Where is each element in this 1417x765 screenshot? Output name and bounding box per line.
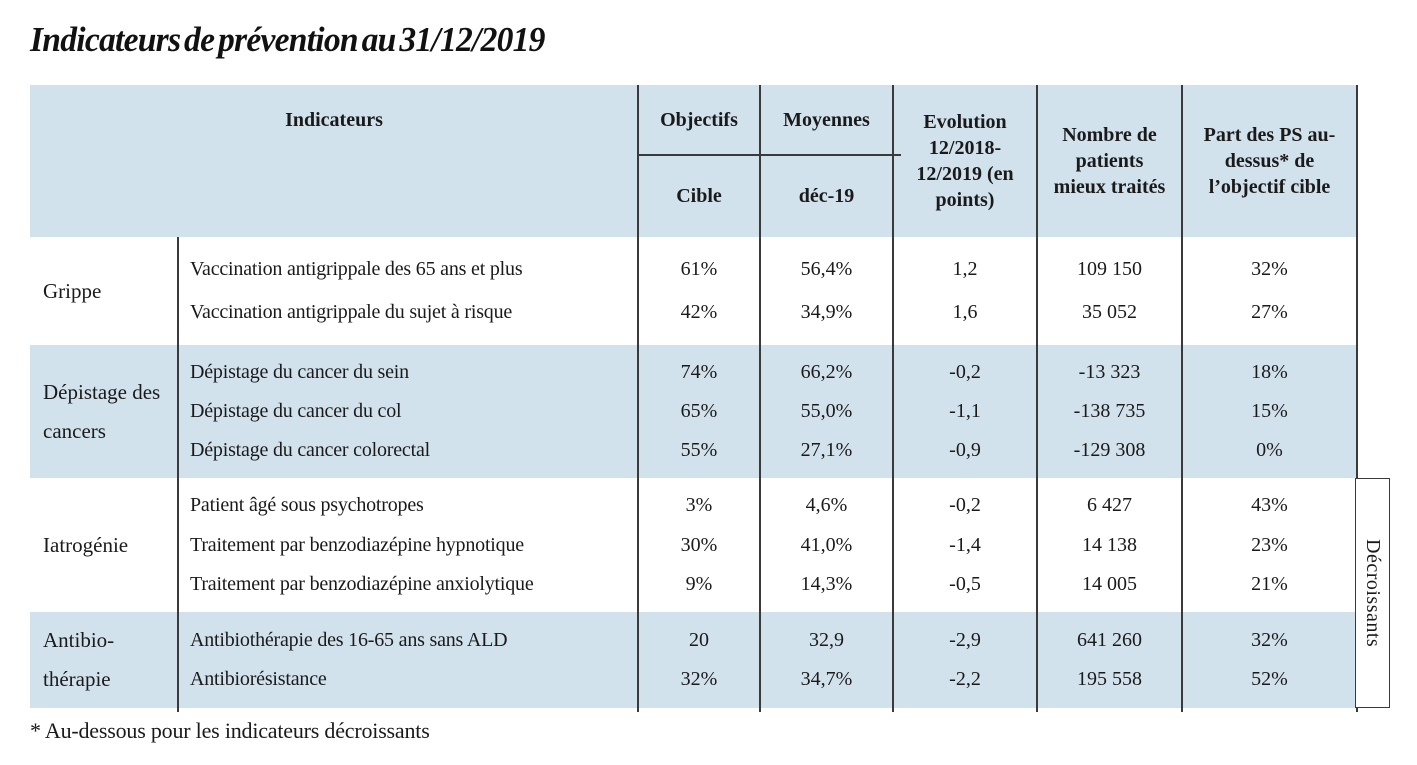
- cell-evolution: 1,2: [952, 257, 978, 280]
- cell-cible: 20: [689, 628, 709, 651]
- table-row: [177, 668, 1357, 691]
- cell-moyenne: 14,3%: [800, 572, 853, 595]
- cell-part: 15%: [1251, 400, 1288, 422]
- divider-moyennes-column: [759, 85, 761, 712]
- cell-nombre: -129 308: [1073, 439, 1146, 461]
- header-nombre-patients: [1037, 85, 1182, 237]
- cell-cible: 32%: [680, 668, 718, 691]
- cell-indicateur: Traitement par benzodiazépine anxiolytique: [190, 572, 534, 595]
- header-part-label: Part des PS au-dessus* de l’objectif cible: [1203, 124, 1336, 198]
- footnote: * Au-dessous pour les indicateurs décroissants: [30, 718, 430, 743]
- cell-cible: 42%: [680, 301, 718, 324]
- header-evolution-label: Evolution 12/2018-12/2019 (en points): [916, 111, 1014, 211]
- cell-evolution: -0,2: [949, 494, 981, 517]
- divider-evolution-column: [892, 85, 894, 712]
- cell-indicateur: Traitement par benzodiazépine hypnotique: [190, 533, 524, 556]
- group-grippe: [30, 237, 1357, 345]
- group-rows: [177, 237, 1357, 345]
- cell-evolution: -0,9: [949, 439, 981, 461]
- cell-part: 32%: [1251, 628, 1288, 651]
- cell-nombre: 195 558: [1077, 668, 1142, 691]
- header-moyennes: Moyennes: [783, 109, 870, 131]
- group-rows: [177, 478, 1357, 612]
- cell-part: 43%: [1251, 494, 1288, 517]
- table-row: [177, 400, 1357, 423]
- cell-cible: 74%: [680, 361, 718, 383]
- cell-nombre: -138 735: [1073, 400, 1146, 422]
- table-row: [177, 258, 1357, 281]
- cell-indicateur: Vaccination antigrippale du sujet à risque: [190, 301, 513, 324]
- cell-evolution: -0,2: [949, 361, 981, 383]
- cell-part: 18%: [1251, 361, 1288, 383]
- divider-objectifs-cible: [638, 154, 901, 156]
- cell-indicateur: Vaccination antigrippale des 65 ans et plus: [190, 257, 523, 280]
- prevention-indicators-table: [30, 85, 1384, 712]
- cell-nombre: 641 260: [1077, 628, 1142, 651]
- divider-objectifs-column: [637, 85, 639, 712]
- cell-indicateur: Dépistage du cancer colorectal: [190, 439, 430, 461]
- table-body: [30, 237, 1357, 708]
- cell-moyenne: 55,0%: [800, 400, 853, 422]
- group-depistage: [30, 345, 1357, 478]
- header-cible: Cible: [676, 185, 722, 207]
- page-title: Indicateurs de prévention au 31/12/2019: [30, 20, 545, 59]
- cell-indicateur: Patient âgé sous psychotropes: [190, 494, 424, 517]
- cell-nombre: -13 323: [1078, 361, 1141, 383]
- header-nombre-label: Nombre de patients mieux traités: [1053, 124, 1166, 198]
- cell-part: 27%: [1251, 301, 1288, 324]
- table-row: [177, 361, 1357, 384]
- cell-moyenne: 56,4%: [800, 257, 853, 280]
- cell-moyenne: 34,7%: [800, 668, 853, 691]
- table-row: [177, 629, 1357, 652]
- cell-indicateur: Antibiothérapie des 16-65 ans sans ALD: [190, 628, 508, 651]
- cell-indicateur: Dépistage du cancer du sein: [190, 361, 409, 383]
- cell-evolution: -0,5: [949, 572, 981, 595]
- cell-evolution: -2,2: [949, 668, 981, 691]
- table-row: [177, 494, 1357, 517]
- header-dec19: déc-19: [798, 185, 855, 207]
- cell-moyenne: 32,9: [809, 628, 844, 651]
- divider-part-column: [1181, 85, 1183, 712]
- table-row: [177, 573, 1357, 596]
- cell-cible: 65%: [680, 400, 718, 422]
- divider-group-column: [177, 237, 179, 712]
- group-label: Dépistage des cancers: [43, 379, 161, 443]
- cell-cible: 9%: [685, 572, 713, 595]
- table-row: [177, 301, 1357, 324]
- cell-part: 52%: [1251, 668, 1288, 691]
- cell-nombre: 6 427: [1087, 494, 1132, 517]
- group-rows: [177, 612, 1357, 708]
- cell-moyenne: 66,2%: [800, 361, 853, 383]
- cell-evolution: -1,4: [949, 533, 981, 556]
- group-antibiotherapie: [30, 612, 1357, 708]
- cell-moyenne: 34,9%: [800, 301, 853, 324]
- table-row: [177, 439, 1357, 462]
- decroissants-side-box: [1355, 478, 1390, 708]
- header-objectifs: Objectifs: [660, 109, 738, 131]
- cell-cible: 30%: [680, 533, 718, 556]
- header-indicateurs: Indicateurs: [285, 109, 383, 131]
- group-label: Antibio-thérapie: [43, 628, 115, 691]
- cell-cible: 61%: [680, 257, 718, 280]
- group-label: Grippe: [43, 278, 102, 303]
- cell-part: 32%: [1251, 257, 1288, 280]
- decroissants-label: Décroissants: [1362, 538, 1384, 648]
- table-header: [30, 85, 1357, 237]
- cell-nombre: 109 150: [1077, 257, 1142, 280]
- header-part-ps: [1182, 85, 1357, 237]
- cell-nombre: 14 005: [1082, 572, 1137, 595]
- cell-indicateur: Dépistage du cancer du col: [190, 400, 402, 422]
- group-rows: [177, 345, 1357, 478]
- cell-moyenne: 41,0%: [800, 533, 853, 556]
- cell-moyenne: 4,6%: [805, 494, 848, 517]
- cell-evolution: -1,1: [949, 400, 981, 422]
- cell-part: 23%: [1251, 533, 1288, 556]
- cell-moyenne: 27,1%: [800, 439, 853, 461]
- divider-nombre-column: [1036, 85, 1038, 712]
- group-label: Iatrogénie: [43, 532, 129, 557]
- group-iatrogenie: [30, 478, 1357, 612]
- cell-cible: 55%: [680, 439, 718, 461]
- header-evolution: [893, 85, 1037, 237]
- cell-evolution: -2,9: [949, 628, 981, 651]
- cell-part: 0%: [1256, 439, 1283, 461]
- cell-indicateur: Antibiorésistance: [190, 668, 327, 691]
- cell-part: 21%: [1251, 572, 1288, 595]
- cell-evolution: 1,6: [952, 301, 978, 324]
- cell-nombre: 14 138: [1082, 533, 1137, 556]
- cell-nombre: 35 052: [1082, 301, 1137, 324]
- cell-cible: 3%: [685, 494, 713, 517]
- table-row: [177, 534, 1357, 557]
